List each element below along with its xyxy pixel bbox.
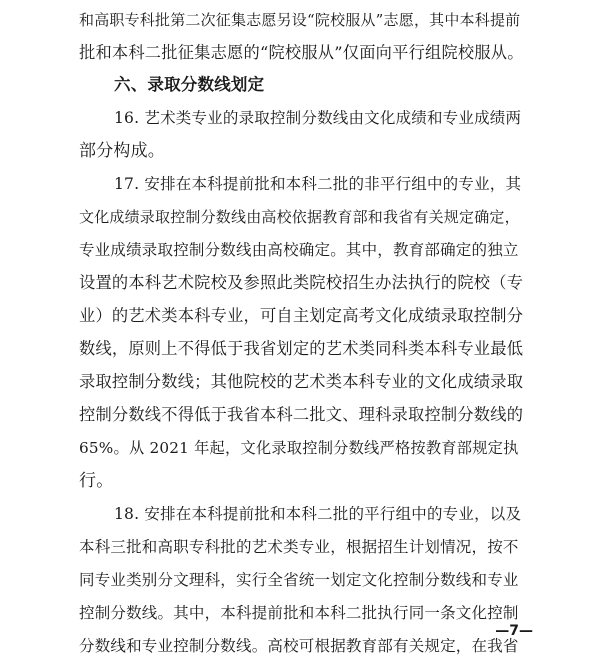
text-line-7: [79, 207, 520, 227]
text-line-20: [79, 636, 519, 656]
text-line-11-content: 数线，原则上不得低于我省划定的艺术类同科类本科专业最低: [79, 339, 524, 358]
text-line-19: [79, 603, 519, 623]
text-line-2: [79, 43, 524, 63]
text-line-17-content: 本科三批和高职专科批的艺术类专业，根据招生计划情况，按不: [79, 538, 519, 556]
text-line-5-content: 部分构成。: [79, 141, 165, 161]
text-line-6-content: 17. 安排在本科提前批和本科二批的非平行组中的专业，其: [114, 175, 522, 193]
text-line-16: [114, 504, 521, 524]
text-line-4: [114, 108, 521, 128]
text-line-14-content: 65%。从 2021 年起，文化录取控制分数线严格按教育部规定执: [79, 439, 519, 457]
text-line-10: [79, 306, 523, 326]
text-line-9-content: 设置的本科艺术院校及参照此类院校招生办法执行的院校（专: [79, 273, 524, 292]
text-line-15: [79, 471, 113, 491]
text-line-12: [79, 372, 523, 392]
text-line-19-content: 控制分数线。其中，本科提前批和本科二批执行同一条文化控制: [79, 604, 519, 622]
text-line-17: [79, 537, 519, 557]
text-line-5: [79, 141, 165, 161]
text-line-6: [114, 174, 521, 194]
text-line-15-content: 行。: [79, 471, 114, 491]
text-line-11: [79, 339, 523, 359]
text-line-4-content: 16. 艺术类专业的录取控制分数线由文化成绩和专业成绩两: [114, 109, 522, 127]
section-heading: [114, 75, 264, 95]
text-line-16-content: 18. 安排在本科提前批和本科二批的平行组中的专业，以及: [114, 505, 522, 523]
text-line-18-content: 同专业类别分文理科，实行全省统一划定文化控制分数线和专业: [79, 571, 519, 589]
text-line-10-content: 业）的艺术类本科专业，可自主划定高考文化成绩录取控制分: [79, 306, 524, 325]
text-line-7-content: 文化成绩录取控制分数线由高校依据教育部和我省有关规定确定，: [79, 208, 520, 226]
text-line-8-content: 专业成绩录取控制分数线由高校确定。其中，教育部确定的独立: [79, 241, 519, 259]
text-line-1: [79, 10, 521, 30]
text-line-12-content: 录取控制分数线；其他院校的艺术类本科专业的文化成绩录取: [79, 372, 524, 391]
text-line-13-content: 控制分数线不得低于我省本科二批文、理科录取控制分数线的: [79, 405, 524, 424]
page-number: —7—: [495, 623, 533, 639]
text-line-20-content: 分数线和专业控制分数线。高校可根据教育部有关规定，在我省: [79, 637, 519, 655]
text-line-13: [79, 405, 523, 425]
text-line-14: [79, 438, 519, 458]
text-line-18: [79, 570, 519, 590]
text-line-8: [79, 240, 519, 260]
text-line-9: [79, 273, 523, 293]
section-heading-content: 六、录取分数线划定: [114, 75, 265, 94]
text-line-2-content: 批和本科二批征集志愿的“院校服从”仅面向平行组院校服从。: [79, 43, 524, 62]
text-line-1-content: 和高职专科批第二次征集志愿另设“院校服从”志愿，其中本科提前: [79, 11, 521, 29]
